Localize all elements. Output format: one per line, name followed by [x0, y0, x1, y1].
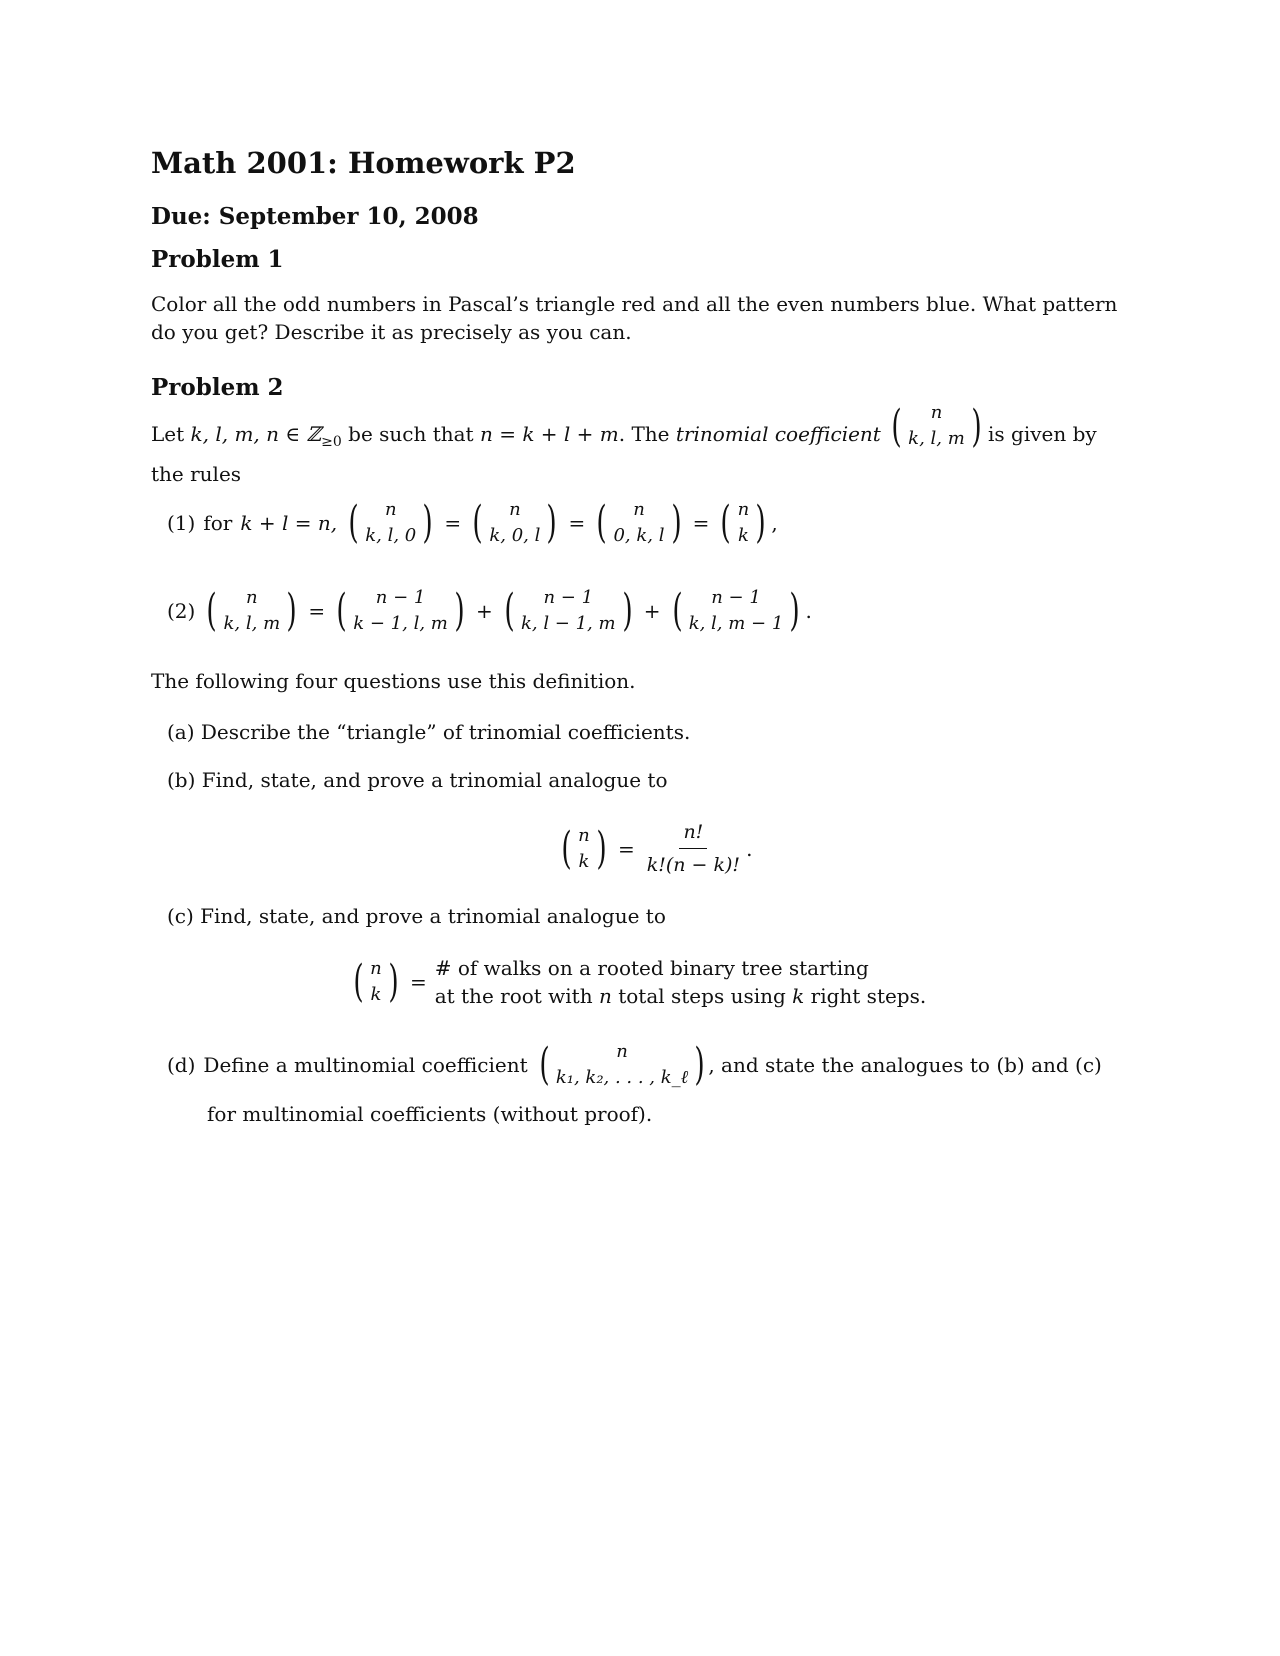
binom-0kl: ( n 0, k, l )	[596, 497, 682, 548]
binom-klmm1: ( n − 1 k, l, m − 1 )	[671, 585, 801, 636]
problem-1-heading: Problem 1	[151, 246, 284, 273]
problem-2-intro	[151, 420, 881, 456]
item-c	[167, 902, 666, 930]
problem-1-line-1: Color all the odd numbers in Pascal’s triangle red and all the even numbers blue. What pattern	[151, 292, 1118, 316]
following-line: The following four questions use this definition.	[151, 669, 636, 693]
walk-line-2: at the root with n total steps using k right steps.	[434, 984, 927, 1008]
walk-line-1: # of walks on a rooted binary tree starting	[434, 956, 869, 980]
item-c-formula: ( n k ) = # of walks on a rooted binary tree starting at the root with n total steps using k right steps.	[350, 954, 934, 1010]
intro-text-c: . The	[618, 422, 676, 446]
item-d-text-b: , and state the analogues to (b) and (c)	[708, 1053, 1102, 1077]
rule-1-text: for	[203, 511, 233, 535]
binom-bottom: k, l, m	[908, 428, 965, 449]
rule-1-label: (1)	[167, 511, 196, 535]
problem-1-line-2: do you get? Describe it as precisely as you can.	[151, 320, 632, 344]
binom-klm: ( n k, l, m )	[206, 585, 297, 636]
factorial-fraction	[643, 818, 744, 879]
intro-term: trinomial coefficient	[675, 422, 881, 446]
binom-nk-c: ( n k )	[353, 956, 399, 1007]
item-b-text: Find, state, and prove a trinomial analogue to	[201, 768, 668, 792]
binom-nk-b: ( n k )	[561, 822, 607, 874]
item-d-label: (d)	[167, 1053, 196, 1077]
item-b	[167, 766, 667, 794]
item-d-line-2: for multinomial coefficients (without proof).	[207, 1102, 653, 1126]
rule-2: (2) ( n k, l, m ) = ( n − 1 k − 1, l, m ) + ( n − 1 k, l − 1, m ) + ( n − 1 k, l, m − 1 ) .	[167, 585, 812, 636]
page-title: Math 2001: Homework P2	[151, 146, 576, 180]
problem-2-heading: Problem 2	[151, 374, 284, 401]
intro-vars: k, l, m, n ∈ ℤ	[190, 422, 322, 446]
fraction-numerator: n!	[679, 818, 707, 849]
rule-1-condition: k + l = n,	[240, 511, 338, 535]
intro-subscript: ≥0	[321, 434, 342, 450]
intro-trinomial-binom: ( n k, l, m )	[891, 401, 982, 452]
intro-text-a: Let	[151, 422, 191, 446]
walk-description	[435, 954, 927, 1010]
intro-line-2: the rules	[151, 462, 242, 486]
item-c-text: Find, state, and prove a trinomial analogue to	[200, 904, 666, 928]
item-d	[167, 1040, 1110, 1090]
binom-nk: ( n k )	[720, 497, 766, 548]
intro-equation: n = k + l + m	[479, 422, 619, 446]
binom-k0l: ( n k, 0, l )	[472, 497, 558, 548]
binom-kl0: ( n k, l, 0 )	[348, 497, 433, 548]
item-a-label: (a)	[167, 720, 195, 744]
rule-2-label: (2)	[167, 599, 196, 623]
fraction-denominator: k!(n − k)!	[646, 854, 741, 876]
item-b-label: (b)	[167, 768, 196, 792]
binom-top: n	[930, 402, 943, 423]
item-a-text: Describe the “triangle” of trinomial coefficients.	[200, 720, 691, 744]
item-a	[167, 718, 690, 746]
binom-multinomial: ( n k₁, k₂, . . . , k_ℓ )	[539, 1039, 705, 1090]
item-d-text-a: Define a multinomial coefficient	[203, 1053, 528, 1077]
binom-km1lm: ( n − 1 k − 1, l, m )	[336, 585, 465, 636]
rule-1: (1) for k + l = n, ( n k, l, 0 ) = ( n k, 0, l ) = ( n 0, k, l ) = ( n k ) ,	[167, 497, 778, 548]
binom-klm1m: ( n − 1 k, l − 1, m )	[504, 585, 633, 636]
intro-given-by: is given by	[988, 422, 1097, 446]
item-c-label: (c)	[167, 904, 194, 928]
due-date: Due: September 10, 2008	[151, 203, 479, 230]
item-b-formula: ( n k ) = $\frac{n!}{k!(n - k)!}$ .	[558, 818, 760, 879]
intro-text-b: be such that	[341, 422, 480, 446]
